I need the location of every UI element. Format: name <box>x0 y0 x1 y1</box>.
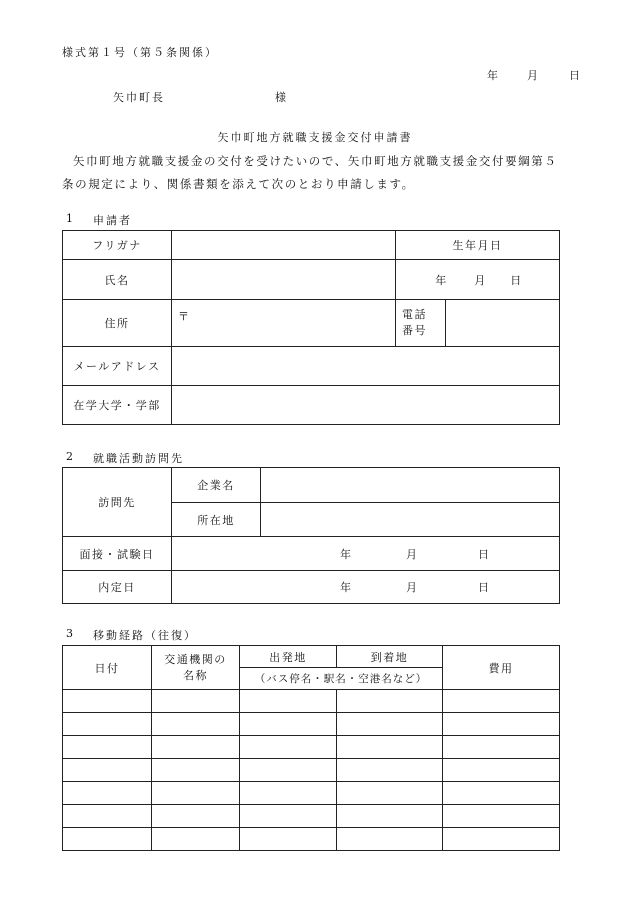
route-transport-cell[interactable] <box>152 759 240 782</box>
form-number: 様式第１号（第５条関係） <box>62 46 218 59</box>
route-departure-cell[interactable] <box>240 759 337 782</box>
location-label: 所在地 <box>172 503 261 537</box>
offer-date-label: 内定日 <box>63 571 172 604</box>
route-transport-cell[interactable] <box>152 805 240 828</box>
route-transport-cell[interactable] <box>152 713 240 736</box>
offer-year-label: 年 <box>340 581 353 594</box>
col-date: 日付 <box>63 646 152 690</box>
interview-date-label: 面接・試験日 <box>63 537 172 571</box>
route-row <box>63 805 560 828</box>
section1-heading: 申請者 <box>93 214 132 227</box>
route-row <box>63 759 560 782</box>
col-transport-line2: 名称 <box>183 669 208 682</box>
route-departure-cell[interactable] <box>240 782 337 805</box>
col-arrival: 到着地 <box>337 646 443 668</box>
col-departure: 出発地 <box>240 646 337 668</box>
table-row <box>63 646 560 668</box>
route-cost-cell[interactable] <box>443 828 560 851</box>
route-transport-cell[interactable] <box>152 782 240 805</box>
section2-heading: 就職活動訪問先 <box>93 452 184 465</box>
route-row <box>63 736 560 759</box>
section3-heading: 移動経路（往復） <box>93 629 197 642</box>
route-arrival-cell[interactable] <box>337 828 443 851</box>
table-row <box>63 231 560 260</box>
interview-date-field[interactable] <box>172 537 560 571</box>
table-row <box>63 468 560 503</box>
route-row <box>63 782 560 805</box>
table-row <box>63 537 560 571</box>
birth-month-label: 月 <box>474 273 487 287</box>
route-table <box>62 645 560 851</box>
phone-label-line2: 番号 <box>402 324 427 337</box>
company-field[interactable] <box>261 468 560 503</box>
intro-line-1: 矢巾町地方就職支援金の交付を受けたいので、矢巾町地方就職支援金交付要綱第５ <box>73 154 558 168</box>
route-transport-cell[interactable] <box>152 736 240 759</box>
email-field[interactable] <box>172 347 560 386</box>
document-title: 矢巾町地方就職支援金交付申請書 <box>217 131 413 144</box>
route-row <box>63 690 560 713</box>
route-departure-cell[interactable] <box>240 828 337 851</box>
route-arrival-cell[interactable] <box>337 713 443 736</box>
route-arrival-cell[interactable] <box>337 690 443 713</box>
col-stop-note: （バス停名・駅名・空港名など） <box>240 668 443 690</box>
route-row <box>63 713 560 736</box>
route-cost-cell[interactable] <box>443 736 560 759</box>
route-arrival-cell[interactable] <box>337 759 443 782</box>
honorific: 様 <box>275 91 286 104</box>
applicant-table <box>62 230 560 425</box>
phone-label <box>396 300 446 347</box>
date-month-label: 月 <box>527 69 538 82</box>
route-date-cell[interactable] <box>63 713 152 736</box>
visit-table <box>62 467 560 604</box>
route-cost-cell[interactable] <box>443 805 560 828</box>
table-row <box>63 386 560 425</box>
address-label: 住所 <box>63 300 172 347</box>
route-date-cell[interactable] <box>63 690 152 713</box>
address-field[interactable] <box>172 300 396 347</box>
route-transport-cell[interactable] <box>152 690 240 713</box>
birth-day-label: 日 <box>510 273 523 287</box>
route-departure-cell[interactable] <box>240 736 337 759</box>
route-cost-cell[interactable] <box>443 759 560 782</box>
route-departure-cell[interactable] <box>240 805 337 828</box>
route-date-cell[interactable] <box>63 759 152 782</box>
route-date-cell[interactable] <box>63 782 152 805</box>
email-label: メールアドレス <box>63 347 172 386</box>
col-transport-line1: 交通機関の <box>164 653 227 666</box>
route-date-cell[interactable] <box>63 828 152 851</box>
company-label: 企業名 <box>172 468 261 503</box>
university-label: 在学大学・学部 <box>63 386 172 425</box>
intro-line-2: 条の規定により、関係書類を添えて次のとおり申請します。 <box>62 177 415 191</box>
addressee: 矢巾町長 <box>113 91 165 104</box>
route-arrival-cell[interactable] <box>337 736 443 759</box>
university-field[interactable] <box>172 386 560 425</box>
route-cost-cell[interactable] <box>443 782 560 805</box>
phone-field[interactable] <box>446 300 560 347</box>
route-arrival-cell[interactable] <box>337 782 443 805</box>
route-transport-cell[interactable] <box>152 828 240 851</box>
route-departure-cell[interactable] <box>240 713 337 736</box>
route-date-cell[interactable] <box>63 805 152 828</box>
section2-number: 2 <box>66 450 73 463</box>
birth-year-label: 年 <box>435 273 448 287</box>
table-row <box>63 571 560 604</box>
col-transport <box>152 646 240 690</box>
date-year-label: 年 <box>487 69 498 82</box>
name-field[interactable] <box>172 260 396 300</box>
table-row <box>63 300 560 347</box>
name-label: 氏名 <box>63 260 172 300</box>
route-cost-cell[interactable] <box>443 713 560 736</box>
col-cost: 費用 <box>443 646 560 690</box>
interview-year-label: 年 <box>340 547 353 561</box>
offer-day-label: 日 <box>478 581 491 594</box>
table-row <box>63 260 560 300</box>
offer-month-label: 月 <box>406 581 419 594</box>
furigana-field[interactable] <box>172 231 396 260</box>
date-day-label: 日 <box>569 69 580 82</box>
route-date-cell[interactable] <box>63 736 152 759</box>
postal-mark: 〒 <box>178 310 191 323</box>
offer-date-field[interactable] <box>172 571 560 604</box>
phone-label-line1: 電話 <box>402 308 427 321</box>
route-row <box>63 828 560 851</box>
route-departure-cell[interactable] <box>240 690 337 713</box>
visit-dest-label: 訪問先 <box>63 468 172 537</box>
section3-number: 3 <box>66 627 73 640</box>
furigana-label: フリガナ <box>63 231 172 260</box>
location-field[interactable] <box>261 503 560 537</box>
interview-day-label: 日 <box>478 547 491 561</box>
table-row <box>63 347 560 386</box>
birthdate-field[interactable] <box>396 260 560 300</box>
section1-number: 1 <box>66 212 73 225</box>
route-arrival-cell[interactable] <box>337 805 443 828</box>
route-cost-cell[interactable] <box>443 690 560 713</box>
interview-month-label: 月 <box>406 547 419 561</box>
birthdate-label: 生年月日 <box>396 231 560 260</box>
